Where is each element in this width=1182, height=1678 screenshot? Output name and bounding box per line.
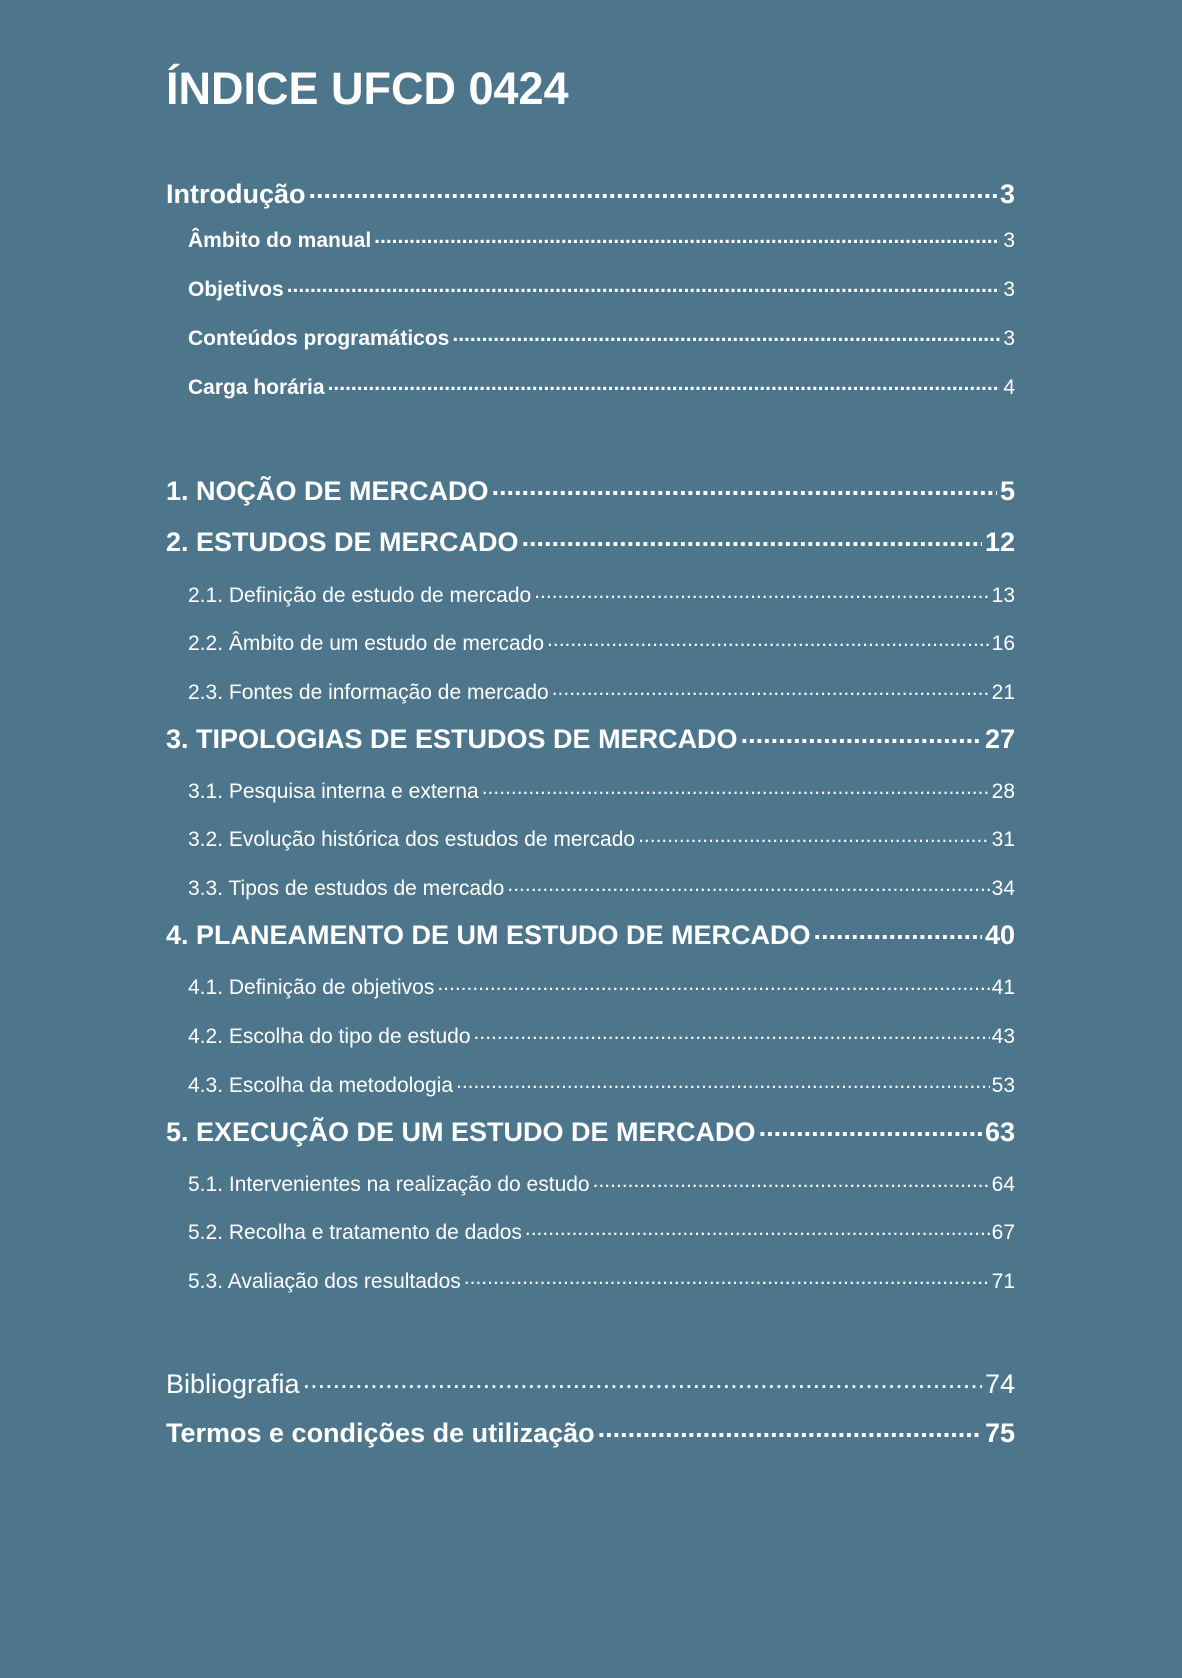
dot-leader — [507, 874, 989, 895]
toc-page-number: 3 — [1003, 327, 1015, 350]
toc-page-number: 41 — [991, 976, 1015, 999]
toc-page-number: 3 — [999, 179, 1015, 209]
toc-entry-label: 2.3. Fontes de informação de mercado — [188, 681, 549, 704]
toc-section-2-1[interactable] — [166, 581, 1015, 606]
toc-section-4-1[interactable] — [166, 973, 1015, 998]
dot-leader — [552, 678, 990, 699]
toc-entry-label: Bibliografia — [166, 1369, 300, 1399]
toc-entry-label: Termos e condições de utilização — [166, 1418, 595, 1448]
toc-section-5-2[interactable] — [166, 1218, 1015, 1243]
toc-page-number: 28 — [991, 780, 1015, 803]
toc-page-number: 63 — [984, 1117, 1015, 1147]
toc-entry-conteudos[interactable] — [166, 324, 1015, 349]
toc-entry-label: 4.3. Escolha da metodologia — [188, 1074, 454, 1097]
toc-chapter-4[interactable] — [166, 917, 1015, 949]
dot-leader — [598, 1415, 982, 1442]
toc-page-number: 27 — [984, 724, 1015, 754]
dot-leader — [814, 917, 982, 944]
toc-page-number: 4 — [1003, 376, 1015, 399]
dot-leader — [492, 473, 997, 500]
toc-entry-carga-horaria[interactable] — [166, 373, 1015, 398]
toc-entry-label: 5.1. Intervenientes na realização do estudo — [188, 1173, 590, 1196]
dot-leader — [638, 825, 990, 846]
dot-leader — [309, 176, 997, 203]
toc-entry-label: 4. PLANEAMENTO DE UM ESTUDO DE MERCADO — [166, 920, 811, 950]
dot-leader — [287, 275, 1001, 296]
toc-chapter-5[interactable] — [166, 1114, 1015, 1146]
dot-leader — [303, 1366, 982, 1393]
toc-entry-label: 3.3. Tipos de estudos de mercado — [188, 877, 505, 900]
toc-page-number: 43 — [991, 1025, 1015, 1048]
dot-leader — [328, 373, 1001, 394]
dot-leader — [547, 629, 990, 650]
toc-entry-label: 5.3. Avaliação dos resultados — [188, 1270, 461, 1293]
toc-entry-label: Conteúdos programáticos — [188, 327, 450, 350]
toc-entry-label: 3.2. Evolução histórica dos estudos de mercado — [188, 828, 636, 851]
toc-section-5-3[interactable] — [166, 1267, 1015, 1292]
toc-page-number: 64 — [991, 1173, 1015, 1196]
toc-entry-label: Âmbito do manual — [188, 229, 372, 252]
toc-page-number: 5 — [999, 476, 1015, 506]
toc-page-number: 3 — [1003, 229, 1015, 252]
toc-chapter-1[interactable] — [166, 473, 1015, 505]
toc-page-number: 74 — [984, 1369, 1015, 1399]
dot-leader — [456, 1071, 990, 1092]
toc-section-4-3[interactable] — [166, 1071, 1015, 1096]
toc-entry-label: 4.1. Definição de objetivos — [188, 976, 435, 999]
toc-page-number: 31 — [991, 828, 1015, 851]
toc-chapter-3[interactable] — [166, 721, 1015, 753]
toc-section-2-2[interactable] — [166, 629, 1015, 654]
toc-page-number: 53 — [991, 1074, 1015, 1097]
toc-page-number: 13 — [991, 584, 1015, 607]
dot-leader — [374, 226, 1000, 247]
toc-page-number: 16 — [991, 632, 1015, 655]
toc-entry-termos[interactable] — [166, 1415, 1015, 1447]
dot-leader — [437, 973, 989, 994]
toc-entry-label: 3.1. Pesquisa interna e externa — [188, 780, 479, 803]
dot-leader — [452, 324, 1000, 345]
dot-leader — [593, 1170, 990, 1191]
toc-page-number: 12 — [984, 527, 1015, 557]
dot-leader — [525, 1218, 990, 1239]
toc-entry-label: 5.2. Recolha e tratamento de dados — [188, 1221, 522, 1244]
toc-entry-label: 1. NOÇÃO DE MERCADO — [166, 476, 489, 506]
toc-page-number: 21 — [991, 681, 1015, 704]
toc-page-number: 34 — [991, 877, 1015, 900]
toc-page-number: 3 — [1003, 278, 1015, 301]
toc-entry-bibliografia[interactable] — [166, 1366, 1015, 1398]
dot-leader — [464, 1267, 990, 1288]
dot-leader — [482, 777, 990, 798]
dot-leader — [522, 524, 982, 551]
toc-entry-label: 4.2. Escolha do tipo de estudo — [188, 1025, 471, 1048]
toc-entry-label: 2.1. Definição de estudo de mercado — [188, 584, 532, 607]
toc-section-3-2[interactable] — [166, 825, 1015, 850]
toc-section-4-2[interactable] — [166, 1022, 1015, 1047]
toc-entry-label: 2.2. Âmbito de um estudo de mercado — [188, 632, 545, 655]
toc-entry-label: 2. ESTUDOS DE MERCADO — [166, 527, 519, 557]
toc-entry-label: 3. TIPOLOGIAS DE ESTUDOS DE MERCADO — [166, 724, 738, 754]
dot-leader — [534, 581, 989, 602]
dot-leader — [474, 1022, 990, 1043]
toc-entry-label: 5. EXECUÇÃO DE UM ESTUDO DE MERCADO — [166, 1117, 756, 1147]
dot-leader — [741, 721, 982, 748]
toc-entry-label: Objetivos — [188, 278, 284, 301]
toc-section-2-3[interactable] — [166, 678, 1015, 703]
toc-page-number: 75 — [984, 1418, 1015, 1448]
toc-entry-ambito-manual[interactable] — [166, 226, 1015, 251]
toc-chapter-2[interactable] — [166, 524, 1015, 556]
toc-entry-objetivos[interactable] — [166, 275, 1015, 300]
toc-entry-introducao[interactable] — [166, 176, 1015, 208]
toc-page-number: 40 — [984, 920, 1015, 950]
toc-section-3-1[interactable] — [166, 777, 1015, 802]
toc-page-number: 71 — [991, 1270, 1015, 1293]
page-title: ÍNDICE UFCD 0424 — [166, 63, 569, 114]
toc-entry-label: Carga horária — [188, 376, 325, 399]
dot-leader — [759, 1114, 982, 1141]
toc-page-number: 67 — [991, 1221, 1015, 1244]
toc-entry-label: Introdução — [166, 179, 306, 209]
toc-section-5-1[interactable] — [166, 1170, 1015, 1195]
toc-section-3-3[interactable] — [166, 874, 1015, 899]
